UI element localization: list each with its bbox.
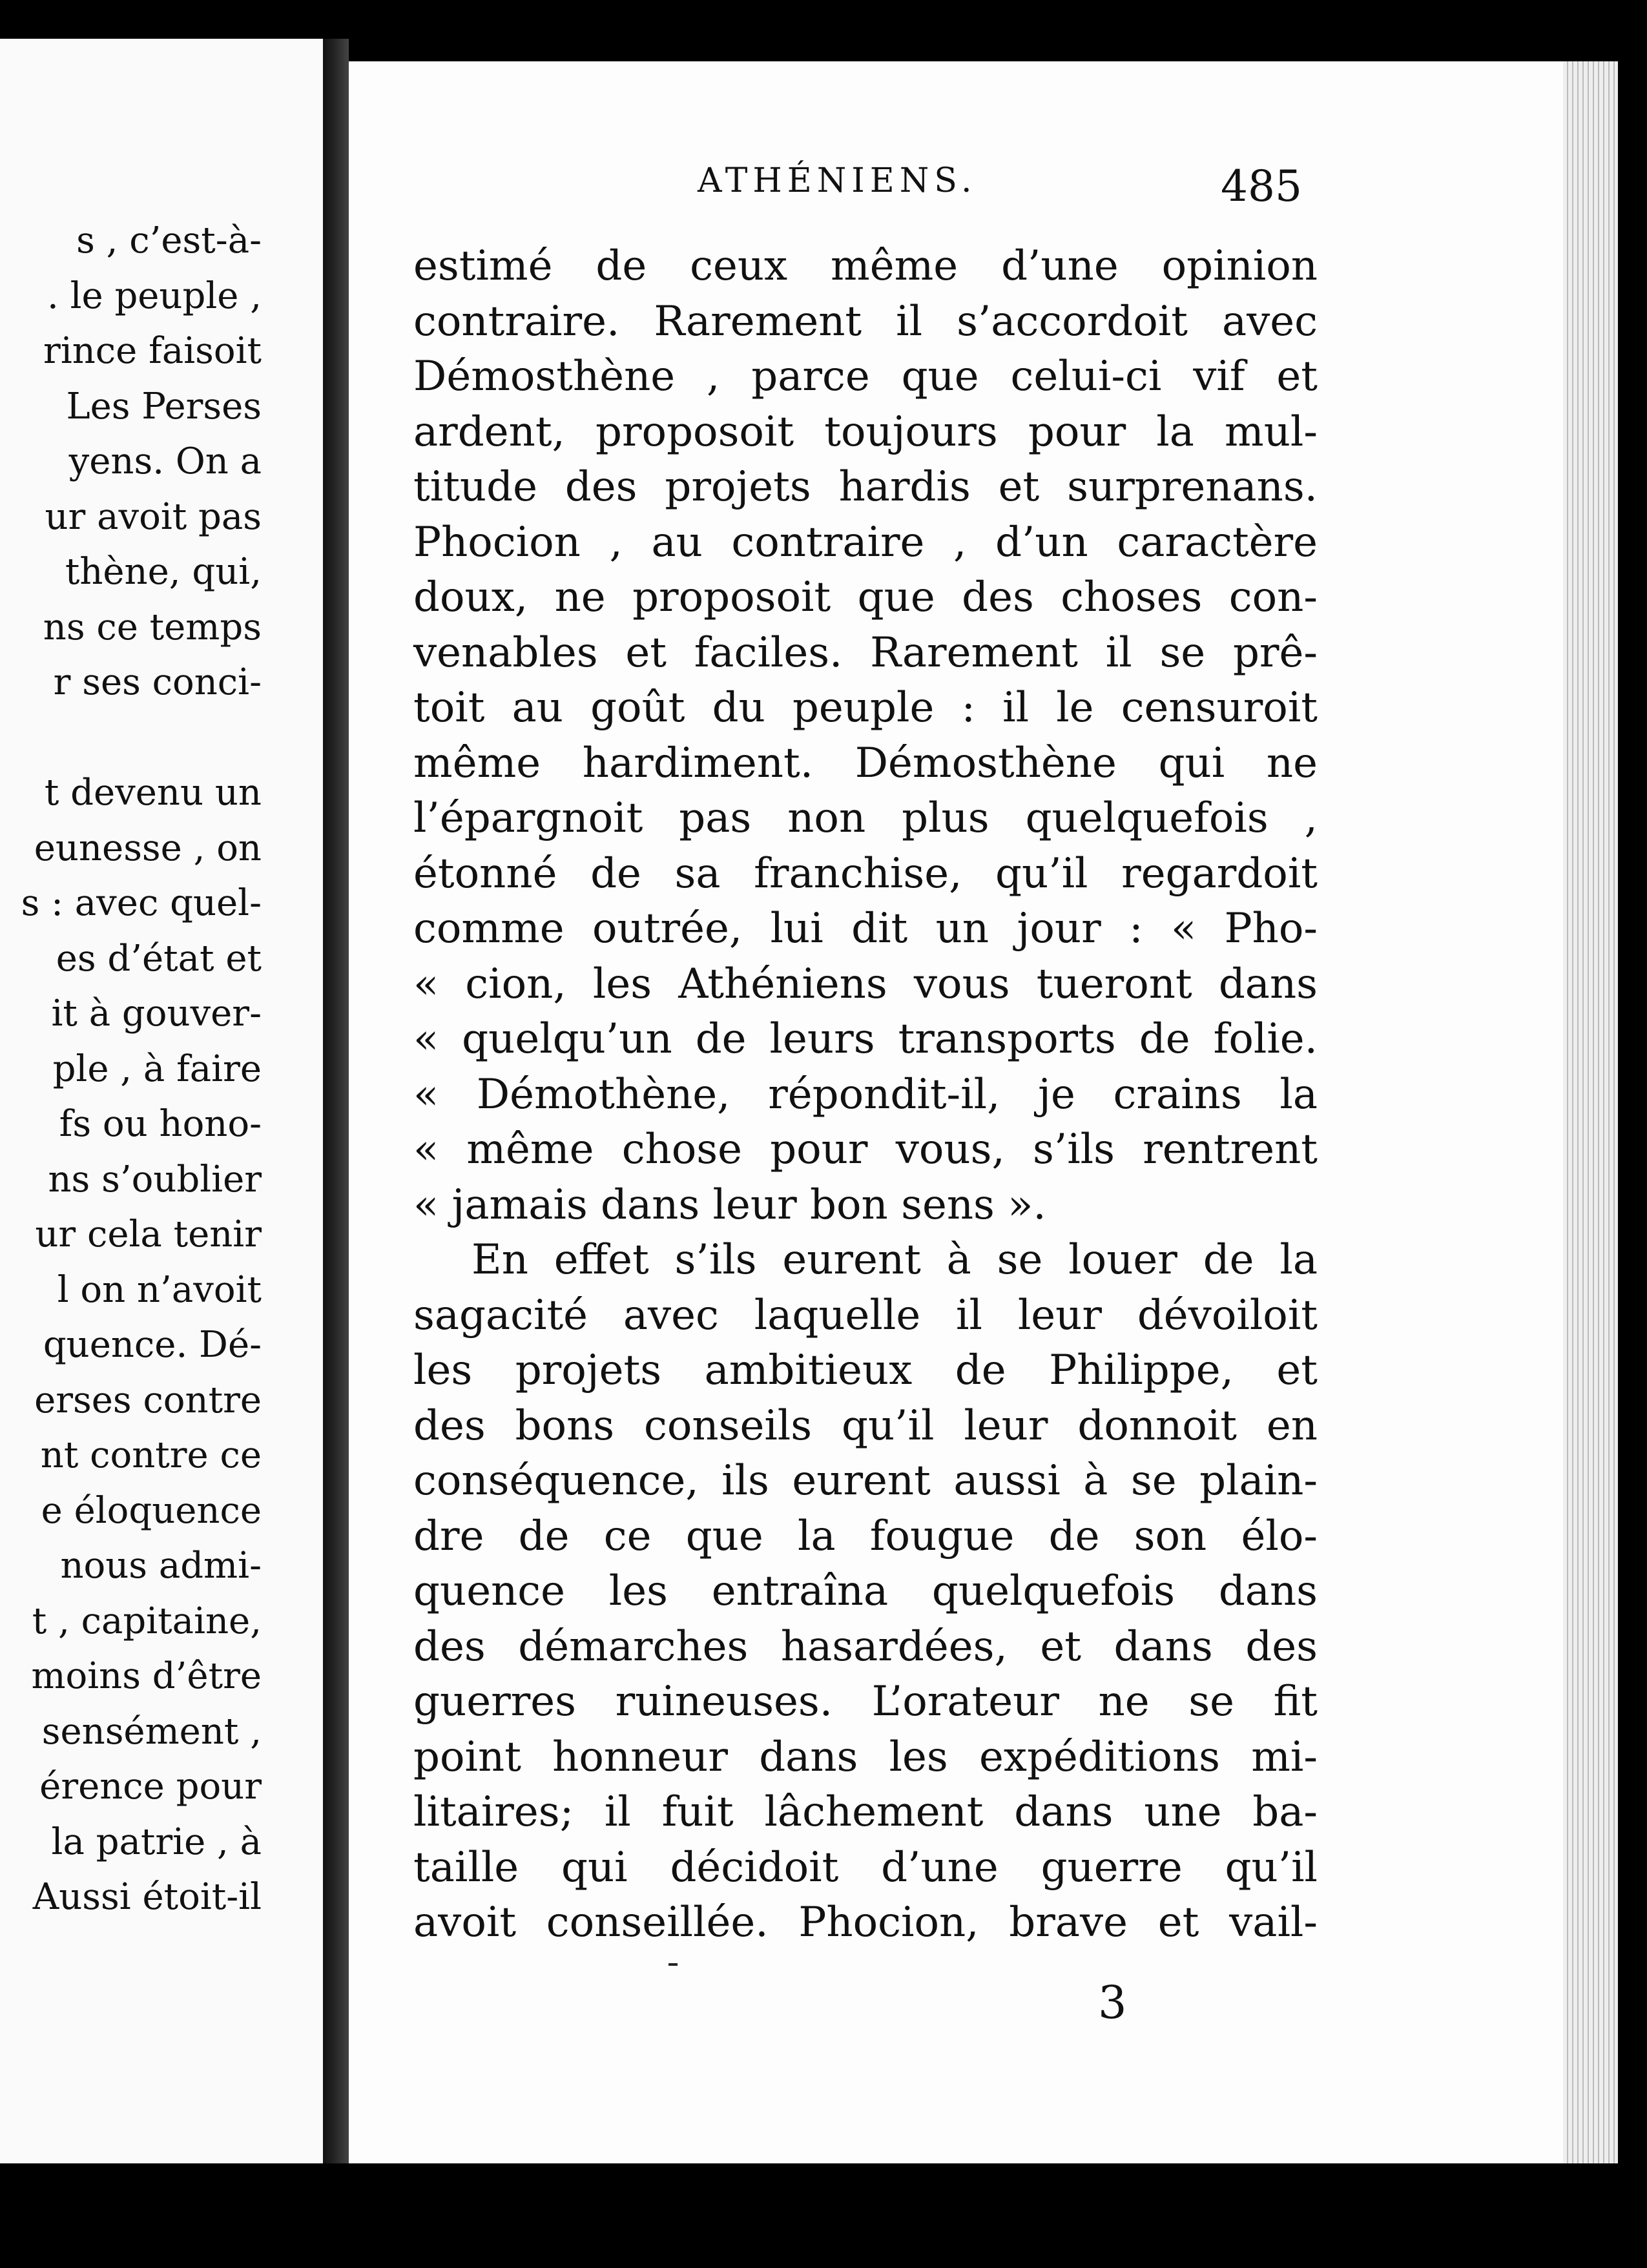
text-line: point honneur dans les expéditions mi- — [413, 1733, 1318, 1781]
book-gutter — [323, 39, 349, 2163]
text-line: rince faisoit — [43, 330, 262, 372]
text-line: estimé de ceux même d’une opinion — [413, 242, 1318, 290]
text-line: erses contre — [34, 1379, 262, 1421]
text-line: ur cela tenir — [35, 1213, 262, 1255]
text-line: moins d’être — [31, 1655, 262, 1697]
text-line: « jamais dans leur bon sens ». — [413, 1180, 1046, 1229]
text-line: dre de ce que la fougue de son élo- — [413, 1512, 1318, 1560]
text-line: sensément , — [41, 1710, 262, 1753]
text-line: Les Perses — [66, 385, 262, 428]
text-line: t , capitaine, — [32, 1600, 262, 1642]
text-line — [0, 710, 262, 766]
printer-mark — [668, 1963, 678, 1966]
text-line: l on n’avoit — [57, 1268, 262, 1311]
text-line: conséquence, ils eurent aussi à se plain- — [413, 1457, 1318, 1505]
text-line: quence. Dé- — [43, 1324, 262, 1366]
text-line: « cion, les Athéniens vous tueront dans — [413, 960, 1318, 1008]
text-line: toit au goût du peuple : il le censuroit — [413, 684, 1318, 732]
text-line: « même chose pour vous, s’ils rentrent — [413, 1126, 1318, 1173]
text-line: avoit conseillée. Phocion, brave et vail- — [413, 1899, 1318, 1946]
text-line: étonné de sa franchise, qu’il regardoit — [413, 849, 1318, 898]
text-line: yens. On a — [68, 440, 262, 482]
text-line: sagacité avec laquelle il leur dévoiloit — [413, 1291, 1318, 1339]
text-line: « Démothène, répondit-il, je crains la — [413, 1070, 1318, 1119]
text-line: contraire. Rarement il s’accordoit avec — [413, 297, 1318, 345]
text-line: litaires; il fuit lâchement dans une ba- — [413, 1788, 1318, 1836]
text-line: « quelqu’un de leurs transports de folie. — [413, 1015, 1318, 1063]
text-line: ardent, proposoit toujours pour la mul- — [413, 407, 1318, 456]
text-line: Démosthène , parce que celui-ci vif et — [413, 353, 1318, 400]
text-line: ns s’oublier — [48, 1158, 262, 1201]
text-line: t devenu un — [44, 772, 262, 814]
text-line: ur avoit pas — [45, 495, 262, 538]
text-line: eunesse , on — [34, 827, 262, 869]
page-edges — [1563, 61, 1618, 2163]
text-line: r ses conci- — [53, 661, 262, 703]
text-line: des démarches hasardées, et dans des — [413, 1622, 1318, 1671]
text-line: es d’état et — [56, 937, 262, 980]
running-head: ATHÉNIENS. — [698, 161, 977, 200]
text-line: même hardiment. Démosthène qui ne — [413, 739, 1318, 787]
text-line: doux, ne proposoit que des choses con- — [413, 573, 1318, 621]
text-line: les projets ambitieux de Philippe, et — [413, 1346, 1318, 1394]
text-line: e éloquence — [41, 1489, 262, 1532]
text-line: l’épargnoit pas non plus quelquefois , — [413, 794, 1318, 842]
signature-mark: 3 — [1098, 1976, 1127, 2029]
previous-page — [0, 39, 323, 2163]
text-line: it à gouver- — [51, 993, 262, 1035]
text-line: s , c’est-à- — [76, 220, 262, 262]
text-line: quence les entraîna quelquefois dans — [413, 1567, 1318, 1615]
text-line: fs ou hono- — [59, 1103, 262, 1145]
text-line: Aussi étoit-il — [32, 1876, 262, 1918]
body-text — [413, 239, 1318, 1951]
text-line: comme outrée, lui dit un jour : « Pho- — [413, 905, 1318, 953]
text-line: ns ce temps — [43, 606, 262, 648]
text-line: guerres ruineuses. L’orateur ne se fit — [413, 1678, 1318, 1726]
text-line: érence pour — [39, 1766, 262, 1808]
text-line: des bons conseils qu’il leur donnoit en — [413, 1401, 1318, 1450]
text-line: ple , à faire — [52, 1047, 262, 1090]
text-line: thène, qui, — [65, 551, 262, 593]
text-line: En effet s’ils eurent à se louer de la — [471, 1236, 1318, 1284]
text-line: Phocion , au contraire , d’un caractère — [413, 518, 1318, 566]
text-line: taille qui décidoit d’une guerre qu’il — [413, 1843, 1318, 1892]
text-line: nt contre ce — [40, 1434, 262, 1476]
text-line: venables et faciles. Rarement il se prê- — [413, 628, 1318, 677]
page-number: 485 — [1221, 161, 1302, 211]
text-line: la patrie , à — [51, 1820, 262, 1863]
text-line: . le peuple , — [47, 274, 262, 317]
text-line: titude des projets hardis et surprenans. — [413, 463, 1318, 511]
previous-page-text — [0, 213, 262, 1925]
text-line: s : avec quel- — [21, 882, 262, 924]
text-line: nous admi- — [60, 1545, 262, 1587]
